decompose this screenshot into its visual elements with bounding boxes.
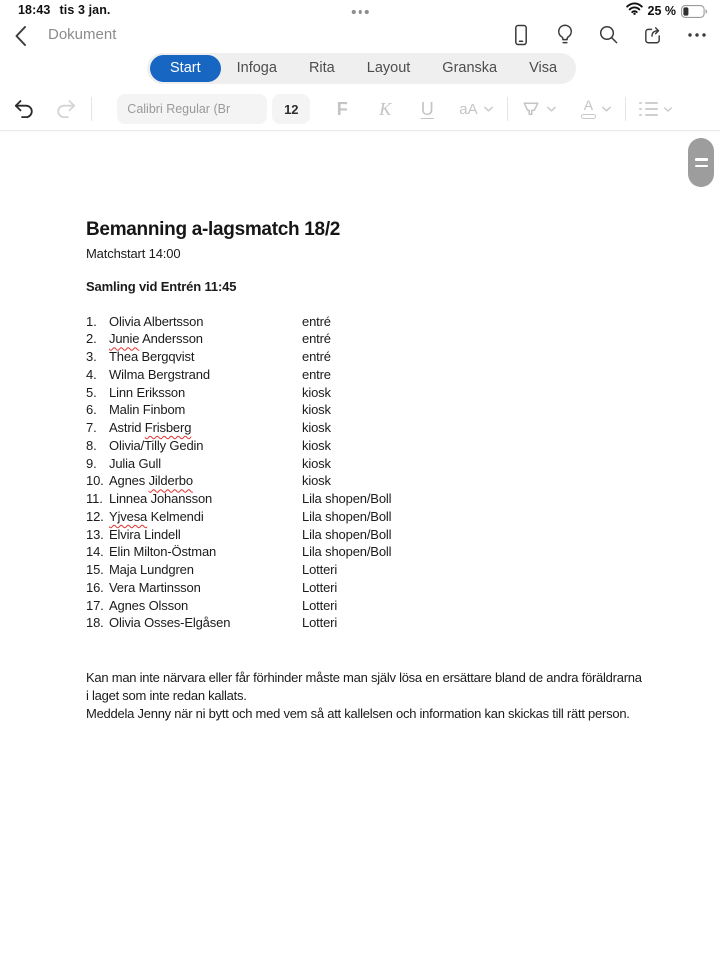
font-name-value: Calibri Regular (Br <box>127 102 231 116</box>
tab-rita[interactable]: Rita <box>308 60 335 76</box>
tab-layout[interactable]: Layout <box>366 60 411 76</box>
document-title-label: Dokument <box>48 26 117 43</box>
font-color-icon: A <box>581 99 596 119</box>
status-time-date <box>18 3 111 17</box>
roster-assignment[interactable]: kiosk <box>302 384 331 400</box>
note-paragraph[interactable]: Kan man inte närvara eller får förhinder måste man själv lösa en ersättare bland de andra föräldrarna i laget som inte redan kallats. <box>86 670 642 704</box>
roster-assignment[interactable]: kiosk <box>302 437 331 453</box>
roster-number: 1. <box>86 313 97 329</box>
search-icon <box>598 24 619 45</box>
search-button[interactable] <box>598 22 619 47</box>
doc-notes[interactable] <box>86 669 646 724</box>
roster-assignment[interactable]: entre <box>302 366 331 382</box>
undo-icon <box>12 97 36 121</box>
tell-me-button[interactable] <box>554 22 575 47</box>
text-case-button[interactable] <box>459 101 493 118</box>
roster-assignment[interactable]: entré <box>302 313 331 329</box>
lightbulb-icon <box>555 23 575 47</box>
tab-infoga[interactable]: Infoga <box>236 60 277 76</box>
roster-name[interactable]: Julia Gull <box>109 455 161 471</box>
roster-number: 9. <box>86 455 97 471</box>
font-size-selector[interactable] <box>272 94 310 124</box>
roster-name[interactable]: Wilma Bergstrand <box>109 366 210 382</box>
roster-row[interactable] <box>86 401 646 419</box>
italic-button[interactable]: K <box>379 98 392 119</box>
tab-visa[interactable]: Visa <box>529 60 558 76</box>
underline-button[interactable]: U <box>420 98 434 119</box>
chevron-down-icon <box>601 105 612 113</box>
doc-meeting-line[interactable]: Samling vid Entrén 11:45 <box>86 278 237 294</box>
toolbar-divider <box>625 97 626 121</box>
battery-icon <box>681 5 708 18</box>
roster-assignment[interactable]: Lotteri <box>302 615 338 631</box>
app-header <box>0 19 720 51</box>
roster-name[interactable]: Maja Lundgren <box>109 562 194 577</box>
date: tis 3 jan. <box>59 3 111 17</box>
chevron-down-icon <box>663 106 673 113</box>
roster-row[interactable] <box>86 472 646 490</box>
redo-icon <box>54 97 78 121</box>
roster-assignment[interactable]: Lotteri <box>302 562 338 577</box>
highlighter-icon <box>521 99 541 119</box>
roster-number: 2. <box>86 331 97 347</box>
share-button[interactable] <box>642 22 663 47</box>
toolbar-divider <box>507 97 508 121</box>
roster-row[interactable] <box>86 526 646 544</box>
roster-assignment[interactable]: Lila shopen/Boll <box>302 508 392 524</box>
bullet-list-button[interactable] <box>639 102 673 117</box>
roster-list[interactable] <box>86 313 646 633</box>
roster-assignment[interactable]: entré <box>302 331 331 347</box>
roster-assignment[interactable]: Lotteri <box>302 579 338 595</box>
mobile-view-icon <box>512 24 530 46</box>
roster-number: 6. <box>86 402 97 418</box>
roster-name[interactable]: Thea Bergqvist <box>109 349 195 364</box>
roster-number: 16. <box>86 579 104 595</box>
more-button[interactable] <box>686 22 707 47</box>
roster-number: 5. <box>86 384 97 400</box>
roster-name[interactable]: Astrid Frisberg <box>109 420 192 435</box>
roster-number: 18. <box>86 615 104 631</box>
roster-assignment[interactable]: Lila shopen/Boll <box>302 491 392 506</box>
roster-assignment[interactable]: Lila shopen/Boll <box>302 544 392 560</box>
undo-button[interactable] <box>12 97 36 121</box>
misspelled-word[interactable]: Frisberg <box>144 420 192 435</box>
bold-button[interactable]: F <box>336 98 348 119</box>
roster-row[interactable] <box>86 348 646 366</box>
formatting-toolbar <box>0 88 720 131</box>
roster-name[interactable]: Olivia/Tilly Gedin <box>109 437 204 453</box>
roster-name[interactable]: Agnes Olsson <box>109 597 189 613</box>
note-paragraph[interactable]: Meddela Jenny när ni bytt och med vem så att kallelsen och information kan skickas till rätt person. <box>86 706 630 722</box>
text-case-label: aA <box>459 100 478 118</box>
doc-heading[interactable]: Bemanning a-lagsmatch 18/2 <box>86 219 341 240</box>
clock: 18:43 <box>18 3 51 17</box>
misspelled-word[interactable]: Jilderbo <box>148 473 193 489</box>
roster-number: 10. <box>86 473 104 489</box>
roster-row[interactable] <box>86 490 646 508</box>
roster-name[interactable]: Elvira Lindell <box>109 526 181 542</box>
roster-number: 11. <box>86 491 103 506</box>
tab-granska[interactable]: Granska <box>442 60 498 76</box>
chevron-left-icon <box>14 25 27 47</box>
misspelled-word[interactable]: Yjvesa <box>109 508 148 524</box>
highlight-button[interactable] <box>521 99 557 119</box>
roster-row[interactable] <box>86 313 646 331</box>
share-icon <box>642 24 663 46</box>
more-ellipsis-icon <box>687 32 707 38</box>
tab-start[interactable]: Start <box>150 55 221 82</box>
font-color-button[interactable] <box>581 99 612 119</box>
doc-subtitle[interactable]: Matchstart 14:00 <box>86 246 181 261</box>
roster-row[interactable] <box>86 508 646 526</box>
roster-number: 13. <box>86 526 104 542</box>
roster-name[interactable]: Olivia Osses-Elgåsen <box>109 615 231 631</box>
roster-name[interactable]: Linn Eriksson <box>109 384 186 400</box>
roster-assignment[interactable]: kiosk <box>302 402 331 418</box>
roster-name[interactable]: Vera Martinsson <box>109 579 201 595</box>
status-bar <box>0 0 720 20</box>
roster-row[interactable] <box>86 384 646 402</box>
misspelled-word[interactable]: Junie <box>109 331 140 347</box>
roster-row[interactable] <box>86 419 646 437</box>
font-name-selector[interactable] <box>117 94 267 124</box>
roster-row[interactable] <box>86 614 646 632</box>
roster-number: 4. <box>86 366 97 382</box>
roster-number: 15. <box>86 562 104 577</box>
roster-number: 12. <box>86 508 104 524</box>
list-icon <box>639 102 658 117</box>
roster-assignment[interactable]: entré <box>302 349 331 364</box>
roster-assignment[interactable]: Lotteri <box>302 597 338 613</box>
roster-row[interactable] <box>86 561 646 579</box>
roster-name[interactable]: Agnes Jilderbo <box>109 473 193 489</box>
font-size-value: 12 <box>284 101 299 117</box>
battery-percent: 25 % <box>647 4 676 18</box>
toolbar-divider <box>91 97 92 121</box>
roster-name[interactable]: Malin Finbom <box>109 402 186 418</box>
roster-row[interactable] <box>86 579 646 597</box>
document-page[interactable] <box>86 217 646 724</box>
roster-number: 14. <box>86 544 104 560</box>
mobile-view-button[interactable] <box>510 22 531 47</box>
roster-row[interactable] <box>86 330 646 348</box>
roster-row[interactable] <box>86 455 646 473</box>
roster-name[interactable]: Junie Andersson <box>109 331 203 347</box>
roster-name[interactable]: Yjvesa Kelmendi <box>109 508 204 524</box>
roster-assignment[interactable]: kiosk <box>302 455 331 471</box>
ribbon-tab-bar <box>147 53 576 84</box>
redo-button[interactable] <box>54 97 78 121</box>
scroll-drag-handle[interactable] <box>688 138 714 187</box>
roster-number: 8. <box>86 437 97 453</box>
roster-assignment[interactable]: kiosk <box>302 473 331 489</box>
roster-number: 17. <box>86 597 104 613</box>
roster-name[interactable]: Linnea Johansson <box>109 491 213 506</box>
roster-row[interactable] <box>86 543 646 561</box>
chevron-down-icon <box>546 105 557 113</box>
roster-row[interactable] <box>86 597 646 615</box>
wifi-icon <box>626 2 643 20</box>
roster-number: 7. <box>86 420 97 435</box>
roster-number: 3. <box>86 349 97 364</box>
roster-assignment[interactable]: kiosk <box>302 420 331 435</box>
roster-name[interactable]: Elin Milton-Östman <box>109 544 217 560</box>
back-button[interactable] <box>14 24 34 48</box>
roster-assignment[interactable]: Lila shopen/Boll <box>302 526 392 542</box>
roster-row[interactable] <box>86 437 646 455</box>
roster-row[interactable] <box>86 366 646 384</box>
roster-name[interactable]: Olivia Albertsson <box>109 313 204 329</box>
chevron-down-icon <box>483 105 494 113</box>
multitask-dots-icon[interactable] <box>352 10 369 14</box>
